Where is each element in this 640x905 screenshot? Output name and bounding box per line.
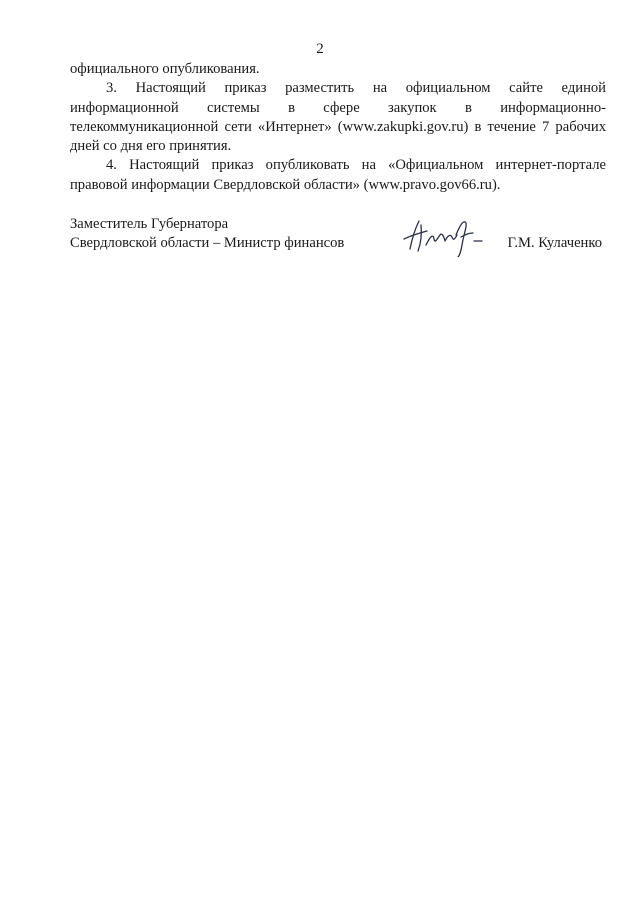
signature-block	[70, 215, 606, 265]
page-number: 2	[316, 41, 324, 57]
handwritten-signature	[400, 215, 490, 257]
document-body	[70, 60, 606, 195]
signer-name: Г.М. Кулаченко	[507, 235, 602, 252]
signer-title	[70, 215, 344, 254]
paragraph-continuation: официального опубликования.	[70, 61, 260, 77]
signer-title-line-1: Заместитель Губернатора	[70, 216, 229, 232]
signer-title-line-2: Свердловской области – Министр финансов	[70, 235, 345, 252]
paragraph-item-4: 4. Настоящий приказ опубликовать на «Официальном интернет-портале правовой информации Свердловской области» (www.pravo.gov66.ru).	[70, 157, 606, 193]
paragraph-item-3: 3. Настоящий приказ разместить на официальном сайте единой информационной системы в сфере закупок в информационно-телекоммуникационной сети «Интернет» (www.zakupki.gov.ru) в течение 7 рабочих дней со дня его принятия.	[70, 80, 606, 155]
